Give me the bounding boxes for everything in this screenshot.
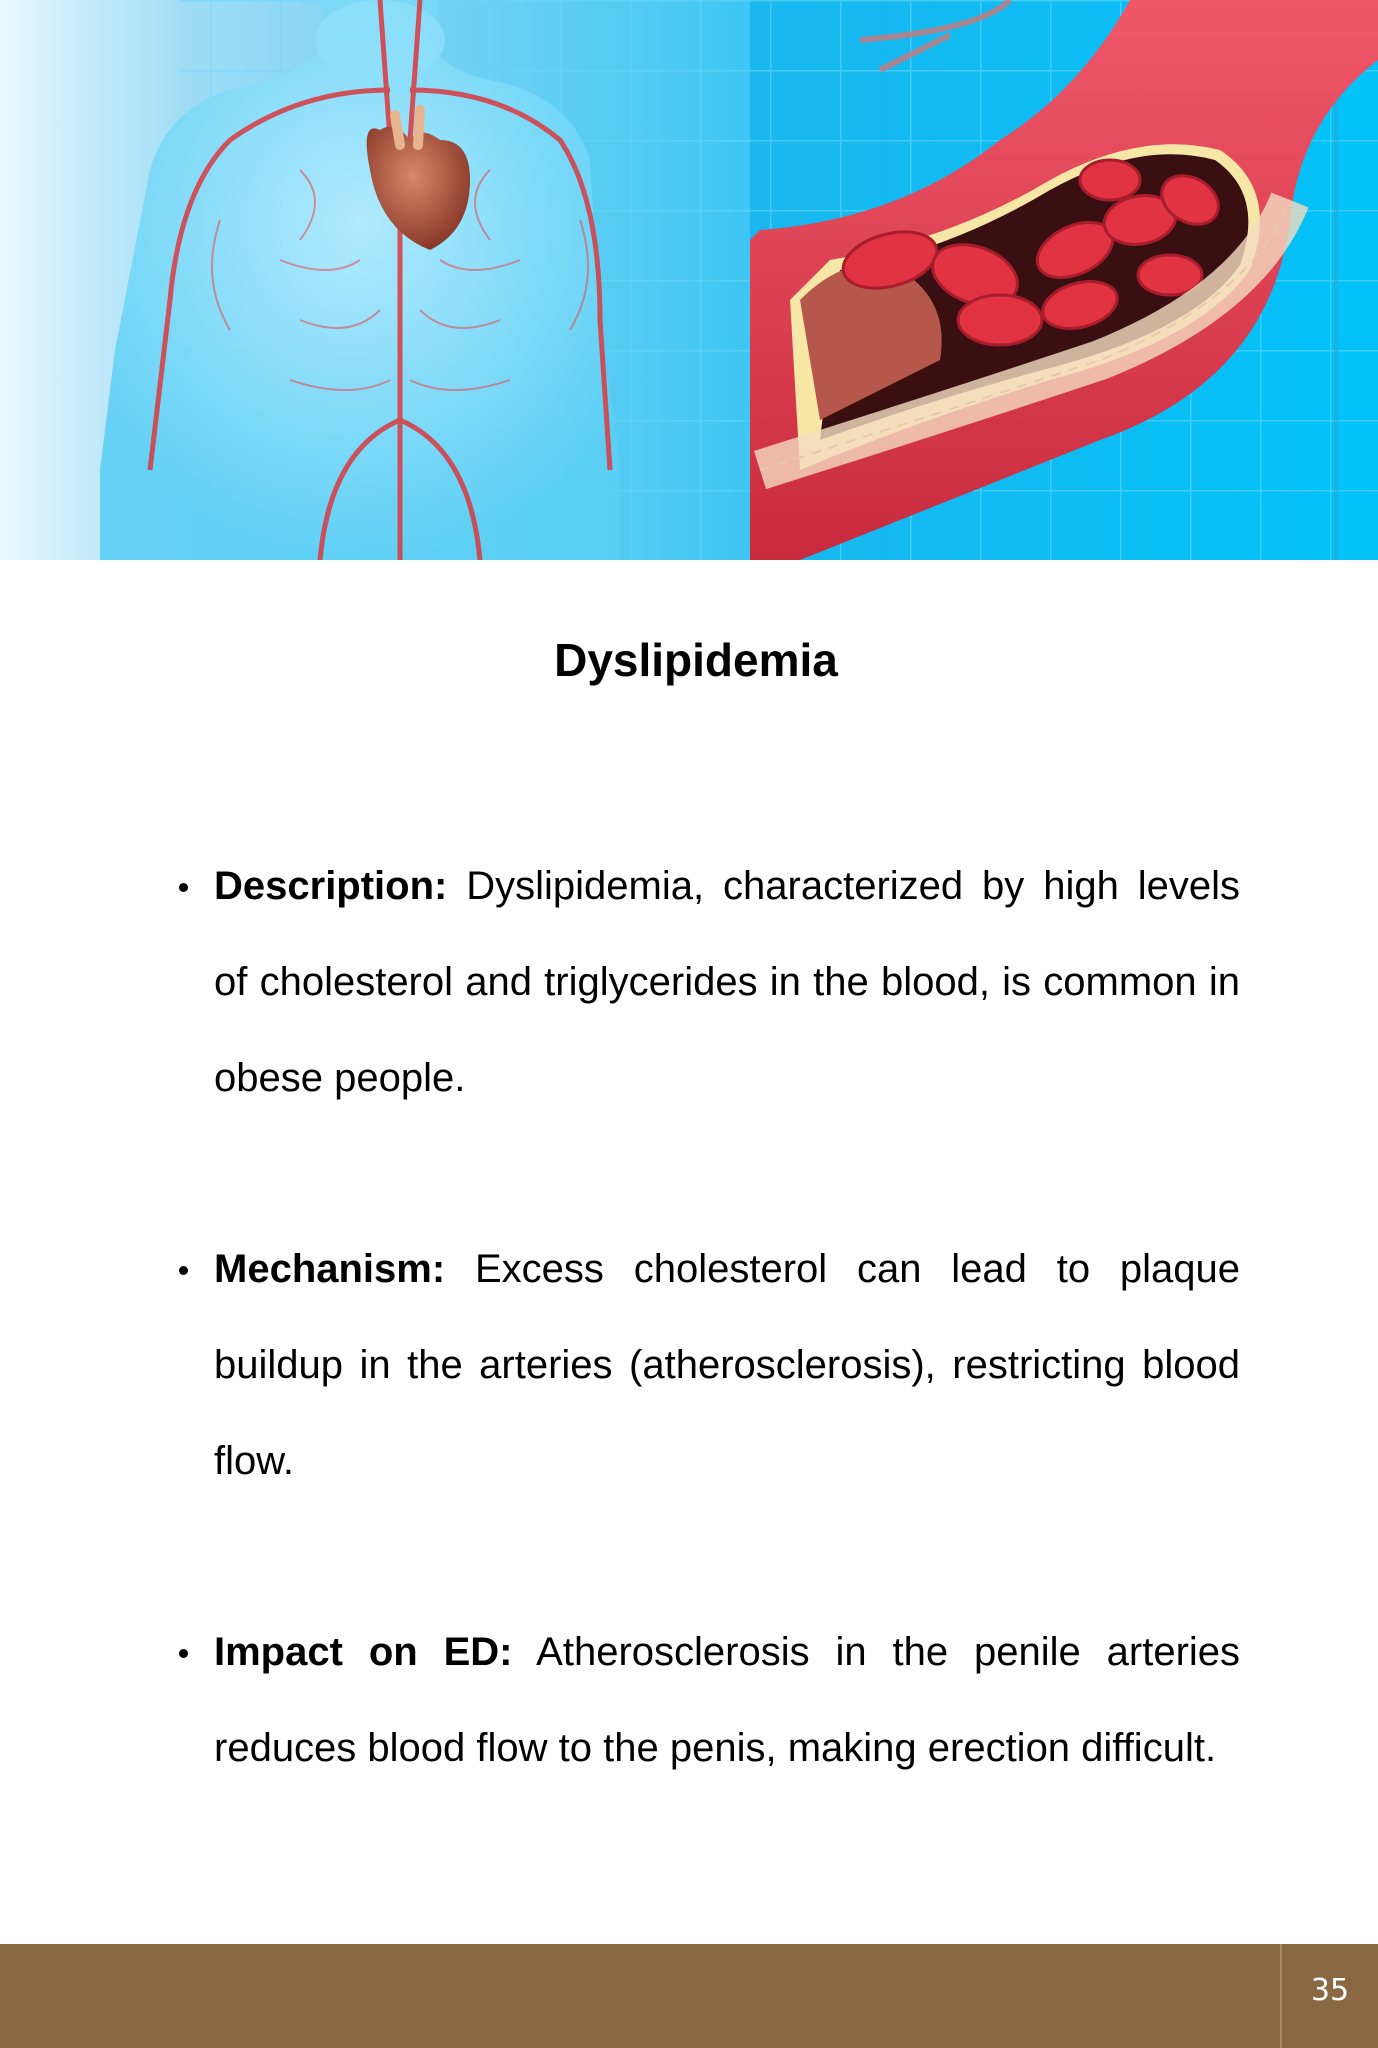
circulatory-system-icon [0, 0, 750, 560]
bullet-list [168, 838, 1240, 1891]
bullet-label: Impact on ED: [214, 1630, 513, 1674]
bullet-description [168, 838, 1240, 1126]
bullet-label: Description: [214, 864, 448, 908]
bullet-text: Excess cholesterol can lead to plaque buildup in the arteries (atherosclerosis), restricting blood flow. [214, 1247, 1240, 1483]
bullet-text: Dyslipidemia, characterized by high levels of cholesterol and triglycerides in the blood, is common in obese people. [214, 864, 1240, 1100]
page-number: 35 [1280, 1944, 1378, 2048]
bullet-mechanism [168, 1221, 1240, 1509]
bullet-text: Atherosclerosis in the penile arteries reduces blood flow to the penis, making erection difficult. [214, 1630, 1241, 1770]
bullet-impact [168, 1604, 1240, 1796]
header-illustration [0, 0, 1378, 560]
bullet-label: Mechanism: [214, 1247, 446, 1291]
page-title: Dyslipidemia [554, 634, 838, 686]
footer-bar [0, 1944, 1378, 2048]
artery-plaque-icon [750, 0, 1378, 560]
